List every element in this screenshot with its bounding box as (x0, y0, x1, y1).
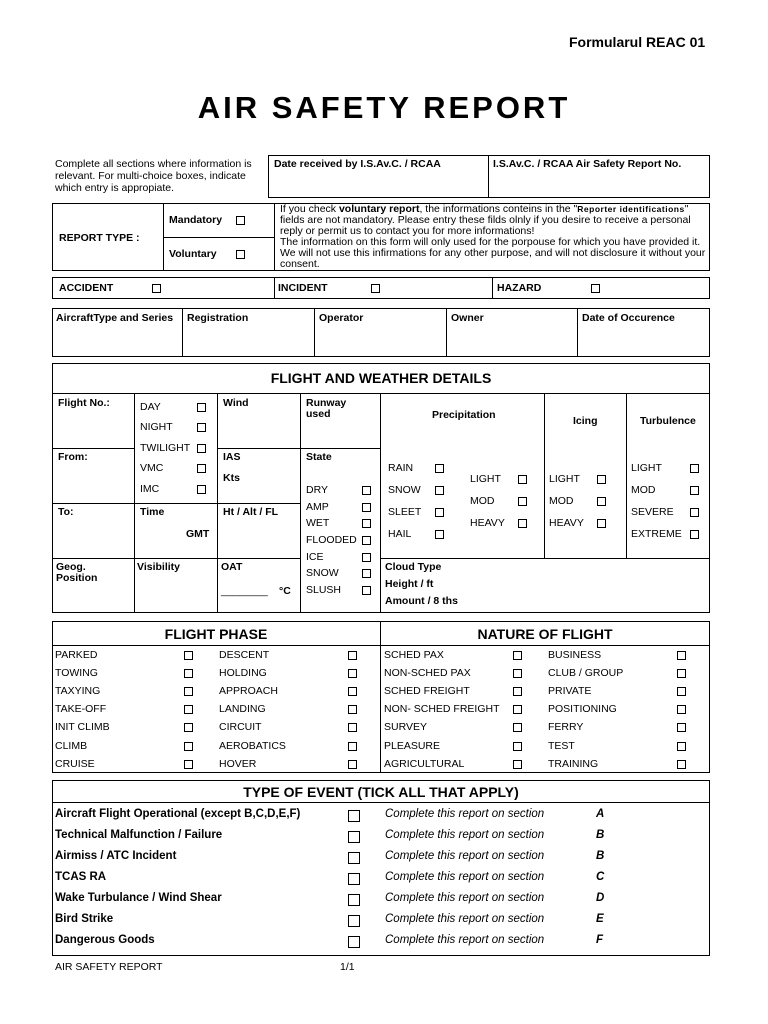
turb-extreme-checkbox[interactable] (690, 530, 699, 539)
ice-label: ICE (306, 551, 324, 563)
hazard-label: HAZARD (497, 282, 542, 294)
icing-mod-label: MOD (549, 495, 574, 507)
option-cruise-label: CRUISE (55, 757, 95, 770)
voluntary-label: Voluntary (169, 248, 217, 260)
ias-label: IAS (223, 451, 241, 463)
oat-field[interactable]: OAT (221, 561, 243, 573)
report-number-field[interactable]: I.S.Av.C. / RCAA Air Safety Report No. (493, 158, 682, 170)
hail-checkbox[interactable] (435, 530, 444, 539)
option-towing-checkbox[interactable] (184, 669, 193, 678)
oat-unit: °C (279, 585, 291, 597)
precip-heavy-checkbox[interactable] (518, 519, 527, 528)
incident-checkbox[interactable] (371, 284, 380, 293)
page-number: 1/1 (340, 961, 355, 973)
snow-runway-checkbox[interactable] (362, 569, 371, 578)
voluntary-note-line-6: consent. (280, 258, 320, 270)
accident-checkbox[interactable] (152, 284, 161, 293)
option-agricultural-checkbox[interactable] (513, 760, 522, 769)
option-parked-label: PARKED (55, 649, 98, 661)
option-club-group-label: CLUB / GROUP (548, 667, 624, 680)
option-take-off-label: TAKE-OFF (55, 703, 107, 716)
night-checkbox[interactable] (197, 423, 206, 432)
option-private-checkbox[interactable] (677, 687, 686, 696)
event-box (52, 780, 710, 956)
option-hover-checkbox[interactable] (348, 760, 357, 769)
turbulence-label: Turbulence (640, 415, 696, 427)
flooded-label: FLOODED (306, 534, 357, 546)
event-6-section: E (596, 913, 604, 925)
option-approach-label: APPROACH (219, 685, 278, 698)
flight-no-field[interactable]: Flight No.: (58, 397, 110, 409)
event-1-section: A (596, 808, 605, 820)
vmc-checkbox[interactable] (197, 464, 206, 473)
event-2-label: Technical Malfunction / Failure (55, 829, 223, 841)
option-pleasure-checkbox[interactable] (513, 742, 522, 751)
option-aerobatics-checkbox[interactable] (348, 742, 357, 751)
option-init-climb-label: INIT CLIMB (55, 721, 110, 734)
day-checkbox[interactable] (197, 403, 206, 412)
option-sched-pax-checkbox[interactable] (513, 651, 522, 660)
time-field[interactable]: Time (140, 506, 165, 518)
option-taxying-checkbox[interactable] (184, 687, 193, 696)
geog-position-label-2: Position (56, 572, 98, 584)
option-landing-label: LANDING (219, 703, 266, 716)
event-3-label: Airmiss / ATC Incident (55, 850, 177, 862)
flooded-checkbox[interactable] (362, 536, 371, 545)
to-field[interactable]: To: (58, 506, 74, 518)
altitude-field[interactable]: Ht / Alt / FL (223, 506, 279, 518)
kts-label: Kts (223, 472, 240, 484)
event-1-label: Aircraft Flight Operational (except B,C,D,E,F) (55, 808, 301, 820)
footer-title: AIR SAFETY REPORT (55, 961, 163, 973)
turb-light-label: LIGHT (631, 462, 662, 474)
option-sched-pax-label: SCHED PAX (384, 649, 444, 661)
precip-mod-checkbox[interactable] (518, 497, 527, 506)
option-non-sched-pax-checkbox[interactable] (513, 669, 522, 678)
option-positioning-checkbox[interactable] (677, 705, 686, 714)
event-5-instruction: Complete this report on section (385, 892, 545, 904)
date-received-field[interactable]: Date received by I.S.Av.C. / RCAA (274, 158, 441, 170)
voluntary-checkbox[interactable] (236, 250, 245, 259)
option-business-label: BUSINESS (548, 649, 602, 661)
event-7-checkbox[interactable] (348, 936, 360, 948)
option-club-group-checkbox[interactable] (677, 669, 686, 678)
incident-label: INCIDENT (278, 282, 328, 294)
rain-label: RAIN (388, 462, 414, 474)
voluntary-note-line-4: The information on this form will only used for the porpouse for which you have provided it. (280, 236, 701, 248)
option-test-checkbox[interactable] (677, 742, 686, 751)
option-circuit-checkbox[interactable] (348, 723, 357, 732)
slush-label: SLUSH (306, 584, 342, 596)
precip-mod-label: MOD (470, 495, 495, 507)
precip-light-label: LIGHT (470, 473, 501, 485)
turb-mod-label: MOD (631, 484, 656, 496)
option-climb-label: CLIMB (55, 739, 88, 752)
option-survey-label: SURVEY (384, 721, 427, 734)
twilight-checkbox[interactable] (197, 444, 206, 453)
option-test-label: TEST (548, 739, 575, 752)
runway-used-label-2: used (306, 408, 331, 420)
option-agricultural-label: AGRICULTURAL (384, 757, 465, 770)
icing-light-label: LIGHT (549, 473, 580, 485)
precip-light-checkbox[interactable] (518, 475, 527, 484)
visibility-field[interactable]: Visibility (137, 561, 180, 573)
voluntary-note-line-3: reply or permit us to contact you for more informations! (280, 225, 535, 237)
option-hover-label: HOVER (219, 757, 257, 770)
option-positioning-label: POSITIONING (548, 703, 617, 716)
event-2-section: B (596, 829, 605, 841)
sleet-label: SLEET (388, 506, 422, 518)
option-take-off-checkbox[interactable] (184, 705, 193, 714)
occurrence-box (52, 277, 710, 299)
option-holding-label: HOLDING (219, 667, 267, 680)
event-3-section: B (596, 850, 605, 862)
icing-mod-checkbox[interactable] (597, 497, 606, 506)
from-field[interactable]: From: (58, 451, 88, 463)
option-sched-freight-checkbox[interactable] (513, 687, 522, 696)
option-approach-checkbox[interactable] (348, 687, 357, 696)
option-non-sched-freight-checkbox[interactable] (513, 705, 522, 714)
amp-checkbox[interactable] (362, 503, 371, 512)
icing-label: Icing (573, 415, 598, 427)
turb-mod-checkbox[interactable] (690, 486, 699, 495)
event-5-checkbox[interactable] (348, 894, 360, 906)
turb-severe-label: SEVERE (631, 506, 674, 518)
event-2-checkbox[interactable] (348, 831, 360, 843)
event-7-section: F (596, 934, 604, 946)
event-3-checkbox[interactable] (348, 852, 360, 864)
voluntary-note-line-5: We will not use this infirmations for any other purpose, and will not disclosure it without your (280, 247, 706, 259)
flight-phase-heading: FLIGHT PHASE (164, 626, 268, 642)
instructions-line-2: relevant. For multi-choice boxes, indicate (55, 170, 246, 182)
precip-heavy-label: HEAVY (470, 517, 505, 529)
option-non-sched-freight-label: NON- SCHED FREIGHT (384, 703, 500, 716)
accident-label: ACCIDENT (59, 282, 114, 294)
hail-label: HAIL (388, 528, 412, 540)
event-4-instruction: Complete this report on section (385, 871, 545, 883)
report-type-label: REPORT TYPE : (59, 232, 140, 244)
ice-checkbox[interactable] (362, 553, 371, 562)
runway-used-label: Runway (306, 397, 347, 409)
imc-checkbox[interactable] (197, 485, 206, 494)
event-6-instruction: Complete this report on section (385, 913, 545, 925)
state-label: State (306, 451, 332, 463)
option-training-checkbox[interactable] (677, 760, 686, 769)
option-non-sched-pax-label: NON-SCHED PAX (384, 667, 471, 680)
sleet-checkbox[interactable] (435, 508, 444, 517)
option-ferry-label: FERRY (548, 721, 584, 734)
option-survey-checkbox[interactable] (513, 723, 522, 732)
option-pleasure-label: PLEASURE (384, 739, 441, 752)
option-business-checkbox[interactable] (677, 651, 686, 660)
registration-field[interactable]: Registration (187, 312, 249, 324)
amp-label: AMP (306, 501, 329, 513)
turb-light-checkbox[interactable] (690, 464, 699, 473)
page-title: AIR SAFETY REPORT (197, 90, 571, 125)
wind-field[interactable]: Wind (223, 397, 249, 409)
option-aerobatics-label: AEROBATICS (219, 739, 286, 752)
imc-label: IMC (140, 483, 160, 495)
owner-field[interactable]: Owner (451, 312, 484, 324)
voluntary-note-line-1: If you check voluntary report, the informations conteins in the "Reporter identifications" (280, 203, 689, 215)
phase-nature-box (52, 621, 710, 773)
option-climb-checkbox[interactable] (184, 742, 193, 751)
option-taxying-label: TAXYING (55, 685, 101, 698)
voluntary-note-line-2: fields are not mandatory. Please entry these filds olnly if you desire to receive a personal (280, 214, 691, 226)
icing-heavy-checkbox[interactable] (597, 519, 606, 528)
slush-checkbox[interactable] (362, 586, 371, 595)
icing-heavy-label: HEAVY (549, 517, 584, 529)
option-private-label: PRIVATE (548, 685, 592, 698)
event-4-label: TCAS RA (55, 871, 107, 883)
snow-precip-checkbox[interactable] (435, 486, 444, 495)
mandatory-checkbox[interactable] (236, 216, 245, 225)
oat-blank[interactable]: ________ (221, 585, 268, 597)
option-descent-checkbox[interactable] (348, 651, 357, 660)
wet-label: WET (306, 517, 330, 529)
wet-checkbox[interactable] (362, 519, 371, 528)
option-descent-label: DESCENT (219, 649, 270, 661)
cloud-type-field[interactable]: Cloud Type (385, 561, 442, 573)
aircraft-type-field[interactable]: AircraftType and Series (56, 312, 174, 324)
event-7-label: Dangerous Goods (55, 934, 155, 946)
option-ferry-checkbox[interactable] (677, 723, 686, 732)
cloud-amount-field[interactable]: Amount / 8 ths (385, 595, 458, 607)
precipitation-label: Precipitation (432, 409, 496, 421)
option-training-label: TRAINING (548, 757, 599, 770)
gmt-label: GMT (186, 528, 210, 540)
night-label: NIGHT (140, 421, 173, 433)
snow-runway-label: SNOW (306, 567, 339, 579)
dry-checkbox[interactable] (362, 486, 371, 495)
event-7-instruction: Complete this report on section (385, 934, 545, 946)
flight-weather-heading: FLIGHT AND WEATHER DETAILS (270, 370, 492, 386)
snow-precip-label: SNOW (388, 484, 421, 496)
option-init-climb-checkbox[interactable] (184, 723, 193, 732)
event-4-section: C (596, 871, 605, 883)
instructions-line-1: Complete all sections where information is (55, 158, 252, 170)
cloud-height-field[interactable]: Height / ft (385, 578, 434, 590)
event-6-label: Bird Strike (55, 913, 114, 925)
event-2-instruction: Complete this report on section (385, 829, 545, 841)
option-landing-checkbox[interactable] (348, 705, 357, 714)
event-1-instruction: Complete this report on section (385, 808, 545, 820)
turb-severe-checkbox[interactable] (690, 508, 699, 517)
twilight-label: TWILIGHT (140, 442, 191, 454)
date-of-occurence-field[interactable]: Date of Occurence (582, 312, 675, 324)
event-5-label: Wake Turbulance / Wind Shear (55, 892, 222, 904)
option-parked-checkbox[interactable] (184, 651, 193, 660)
option-towing-label: TOWING (55, 667, 98, 680)
turb-extreme-label: EXTREME (631, 528, 682, 540)
event-6-checkbox[interactable] (348, 915, 360, 927)
nature-of-flight-heading: NATURE OF FLIGHT (477, 626, 613, 642)
rain-checkbox[interactable] (435, 464, 444, 473)
event-1-checkbox[interactable] (348, 810, 360, 822)
event-heading: TYPE OF EVENT (TICK ALL THAT APPLY) (243, 784, 519, 800)
form-code: Formularul REAC 01 (569, 34, 706, 50)
vmc-label: VMC (140, 462, 164, 474)
geog-position-label: Geog. (56, 561, 86, 573)
option-circuit-label: CIRCUIT (219, 721, 262, 734)
mandatory-label: Mandatory (169, 214, 223, 226)
option-sched-freight-label: SCHED FREIGHT (384, 685, 470, 698)
operator-field[interactable]: Operator (319, 312, 364, 324)
option-holding-checkbox[interactable] (348, 669, 357, 678)
dry-label: DRY (306, 484, 328, 496)
hazard-checkbox[interactable] (591, 284, 600, 293)
event-5-section: D (596, 892, 605, 904)
event-3-instruction: Complete this report on section (385, 850, 545, 862)
event-4-checkbox[interactable] (348, 873, 360, 885)
instructions-line-3: which entry is appropiate. (55, 182, 175, 194)
icing-light-checkbox[interactable] (597, 475, 606, 484)
option-cruise-checkbox[interactable] (184, 760, 193, 769)
day-label: DAY (140, 401, 161, 413)
